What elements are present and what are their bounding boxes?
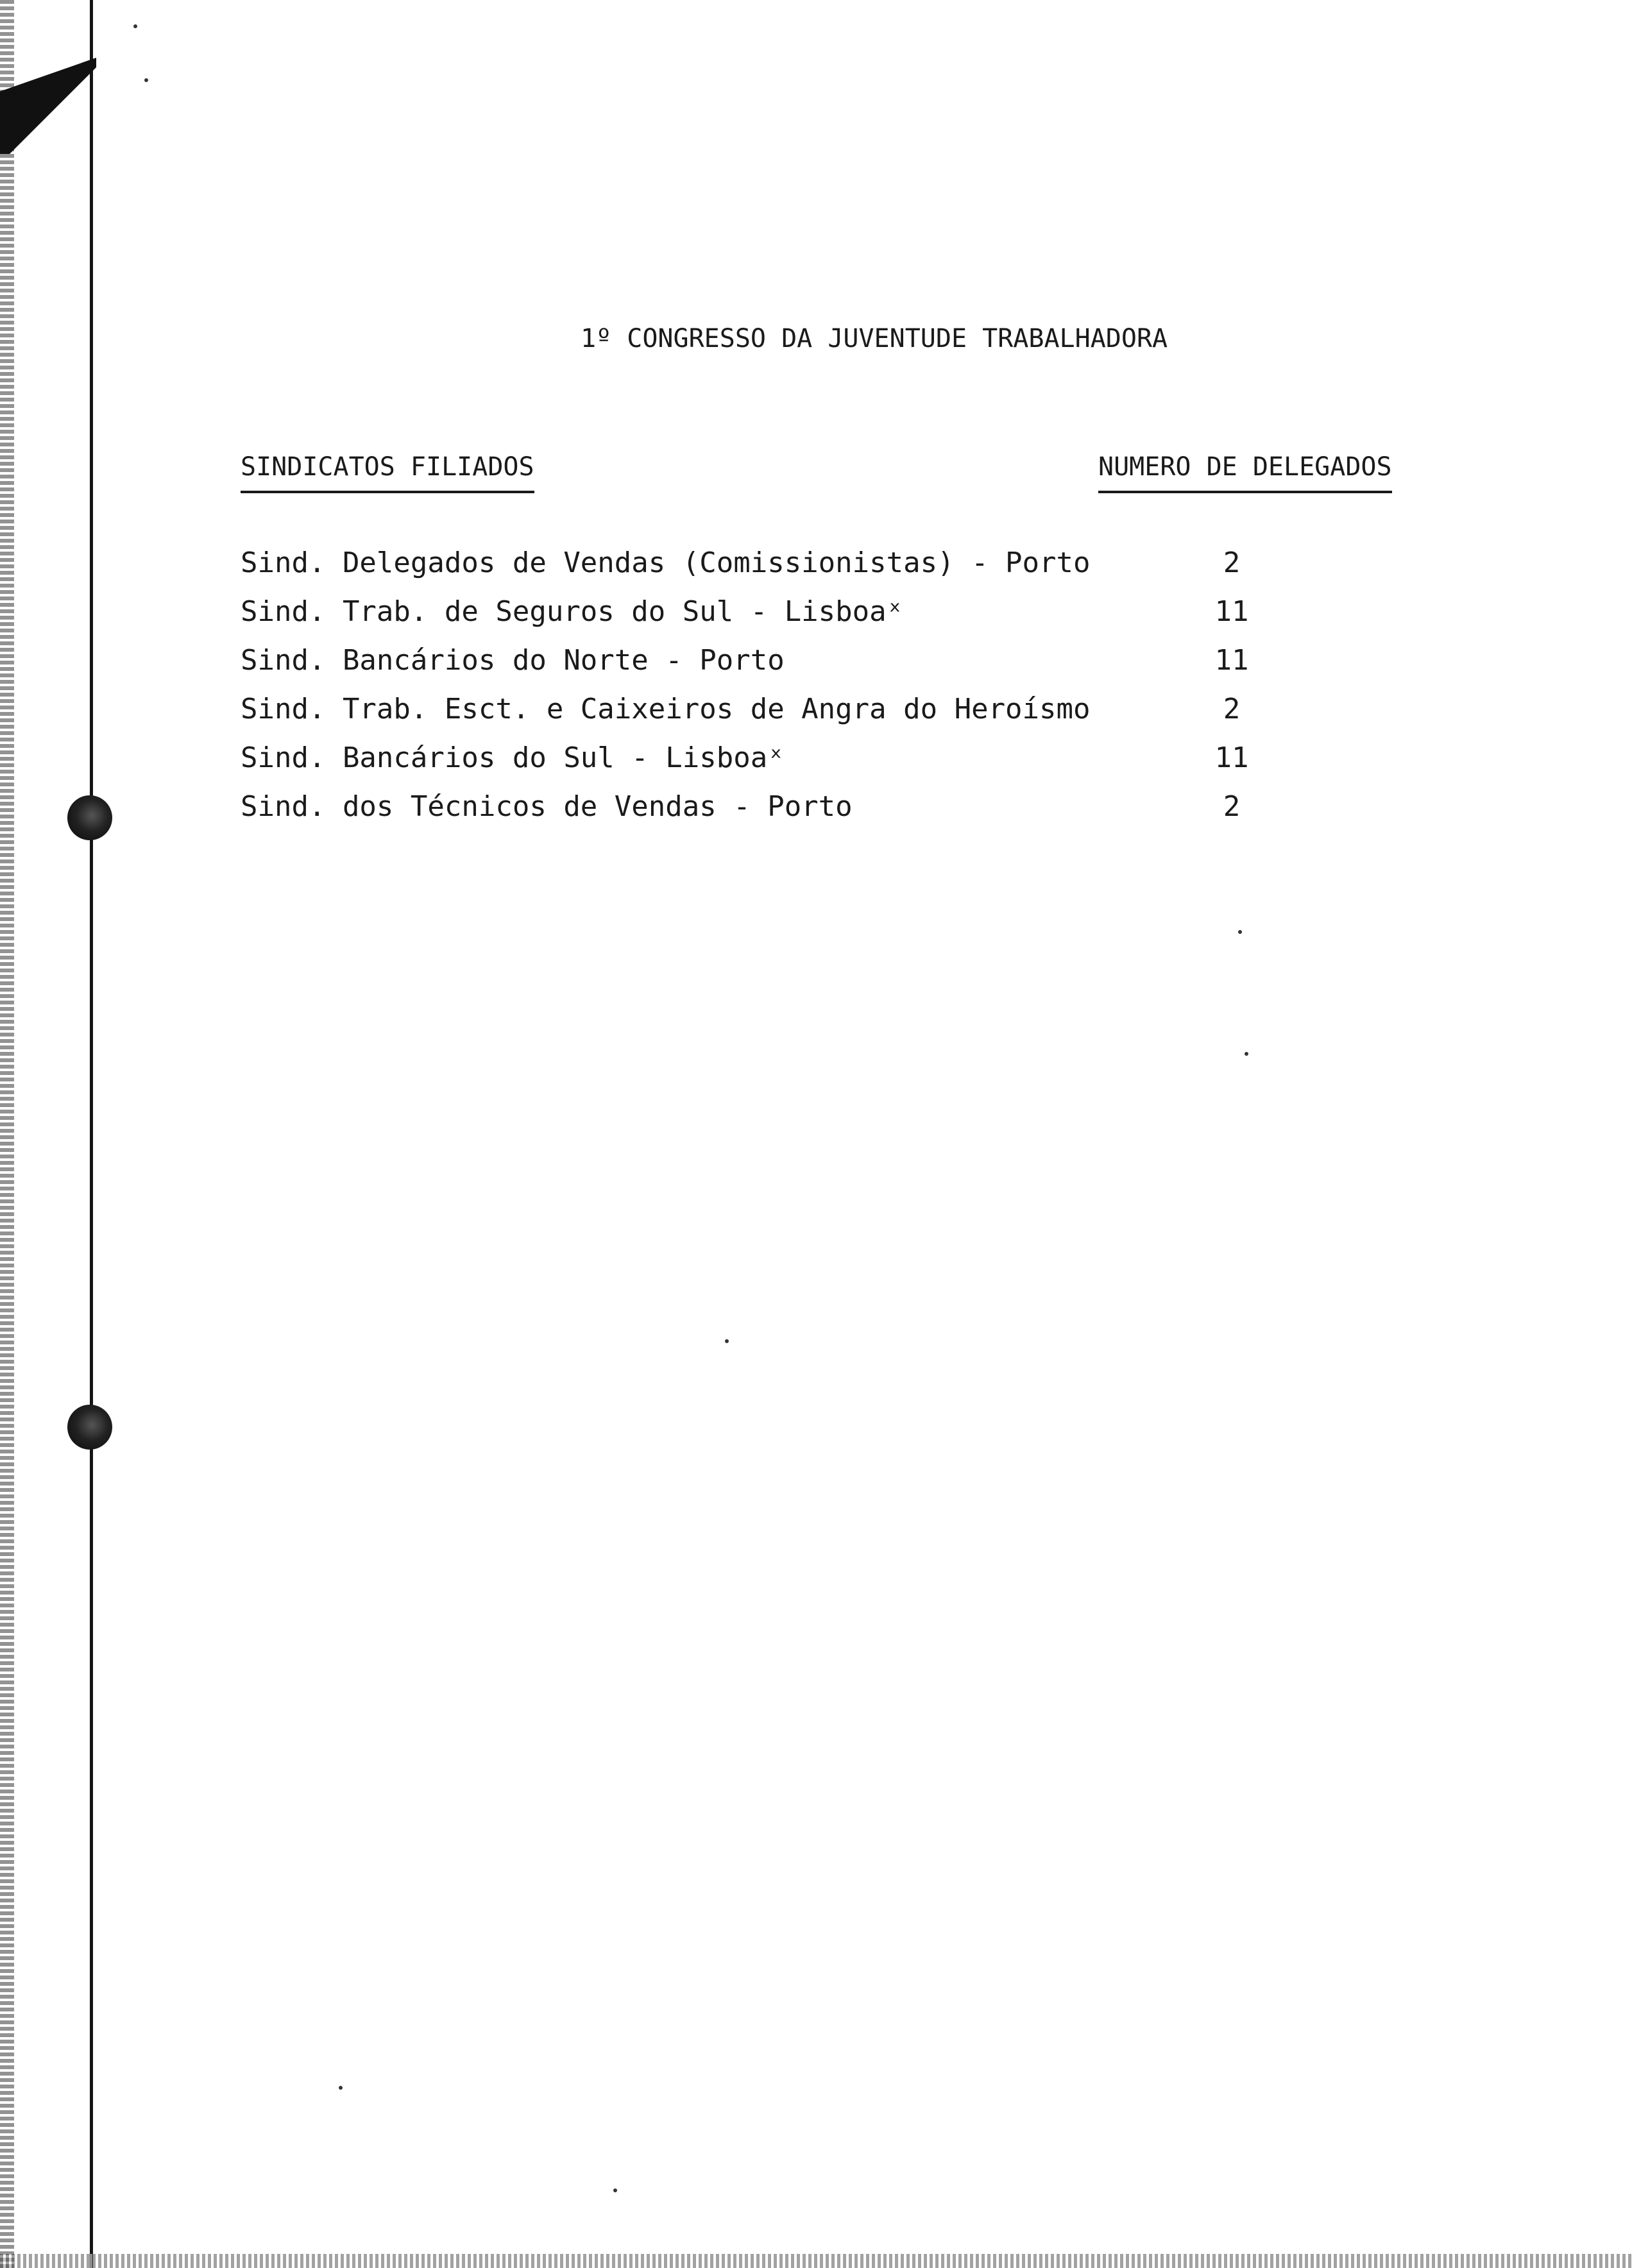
delegate-count: 2 (1223, 693, 1241, 725)
union-name: Sind. Delegados de Vendas (Comissionistas) - Porto (241, 546, 1091, 579)
union-row (241, 693, 1267, 741)
union-name: Sind. Bancários do Sul - Lisboaˣ (241, 741, 785, 774)
union-row (241, 741, 1267, 790)
union-name: Sind. Bancários do Norte - Porto (241, 644, 785, 677)
union-list (241, 546, 1267, 839)
scan-speck (339, 2086, 343, 2090)
unions-column-header: SINDICATOS FILIADOS (241, 452, 534, 493)
union-row (241, 644, 1267, 693)
scan-speck (1238, 930, 1242, 934)
union-row (241, 595, 1267, 644)
punch-hole-top (67, 795, 112, 840)
scan-speck (725, 1339, 729, 1343)
document-title: 1º CONGRESSO DA JUVENTUDE TRABALHADORA (581, 324, 1168, 353)
punch-hole-bottom (67, 1405, 112, 1450)
scan-speck (133, 24, 137, 28)
delegate-count: 2 (1223, 790, 1241, 823)
scan-bottom-edge (0, 2254, 1632, 2268)
union-name: Sind. Trab. de Seguros do Sul - Lisboaˣ (241, 595, 904, 628)
delegate-count: 2 (1223, 546, 1241, 579)
scan-corner-mark (0, 58, 96, 154)
scan-speck (613, 2188, 617, 2192)
union-name: Sind. dos Técnicos de Vendas - Porto (241, 790, 853, 823)
delegates-column-header: NUMERO DE DELEGADOS (1098, 452, 1392, 493)
union-row (241, 790, 1267, 839)
union-name: Sind. Trab. Esct. e Caixeiros de Angra do Heroísmo (241, 693, 1091, 725)
delegate-count: 11 (1214, 741, 1249, 774)
scan-speck (1245, 1052, 1248, 1056)
union-row (241, 546, 1267, 595)
delegate-count: 11 (1214, 644, 1249, 677)
scan-speck (144, 78, 148, 82)
delegate-count: 11 (1214, 595, 1249, 628)
